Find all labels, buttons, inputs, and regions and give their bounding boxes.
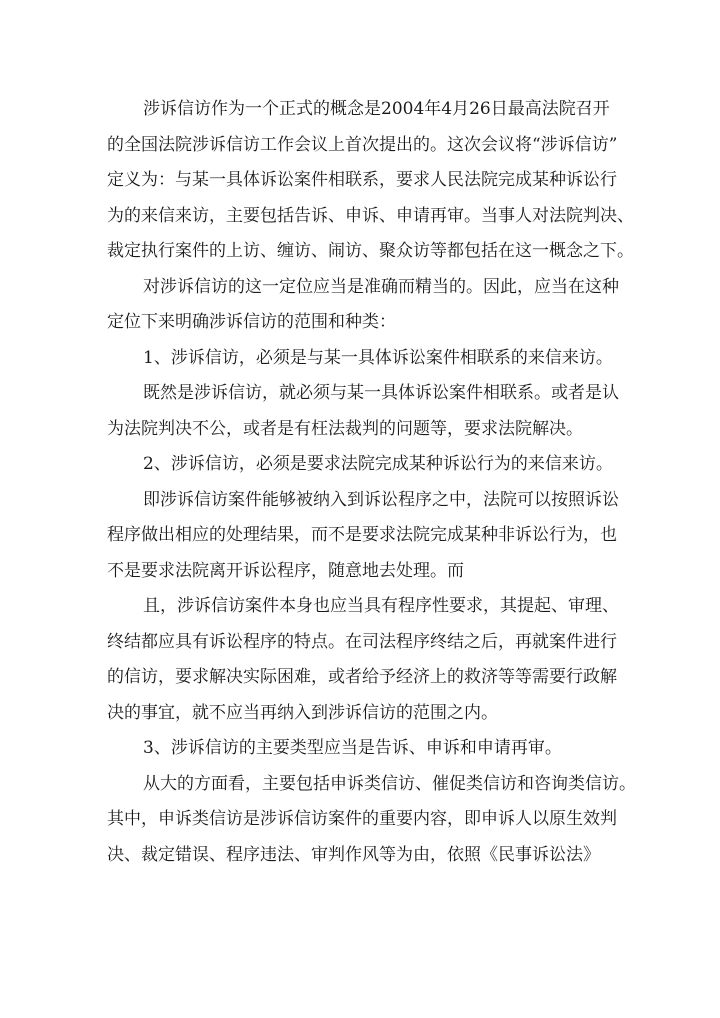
text-line: 终结都应具有诉讼程序的特点。在司法程序终结之后，再就案件进行 [107, 631, 617, 652]
text-line: 既然是涉诉信访，就必须与某一具体诉讼案件相联系。或者是认 [143, 383, 619, 403]
text-line: 1、涉诉信访，必须是与某一具体诉讼案件相联系的来信来访。 [143, 347, 613, 368]
text-line: 决的事宜，就不应当再纳入到涉诉信访的范围之内。 [107, 702, 498, 723]
text-line: 定义为：与某一具体诉讼案件相联系，要求人民法院完成某种诉讼行 [107, 170, 617, 190]
text-line: 为的来信来访，主要包括告诉、申诉、申请再审。当事人对法院判决、 [107, 205, 634, 226]
text-line: 对涉诉信访的这一定位应当是准确而精当的。因此，应当在这种 [143, 276, 619, 297]
text-line: 不是要求法院离开诉讼程序，随意地去处理。而 [107, 560, 464, 581]
text-line: 3、涉诉信访的主要类型应当是告诉、申诉和申请再审。 [143, 738, 562, 758]
text-line: 涉诉信访作为一个正式的概念是2004年4月26日最高法院召开 [143, 99, 610, 119]
text-line: 其中，申诉类信访是涉诉信访案件的重要内容，即申诉人以原生效判 [107, 809, 617, 829]
text-line: 为法院判决不公，或者是有枉法裁判的问题等，要求法院解决。 [107, 418, 583, 439]
text-line: 且，涉诉信访案件本身也应当具有程序性要求，其提起、审理、 [143, 596, 619, 616]
text-line: 的全国法院涉诉信访工作会议上首次提出的。这次会议将“涉诉信访” [107, 134, 618, 155]
text-line: 决、裁定错误、程序违法、审判作风等为由，依照《民事诉讼法》 [107, 844, 600, 865]
text-line: 定位下来明确涉诉信访的范围和种类： [107, 312, 396, 332]
text-line: 裁定执行案件的上访、缠访、闹访、聚众访等都包括在这一概念之下。 [107, 241, 634, 261]
text-line: 程序做出相应的处理结果，而不是要求法院完成某种非诉讼行为，也 [107, 525, 617, 545]
document-body [107, 92, 636, 873]
text-line: 2、涉诉信访，必须是要求法院完成某种诉讼行为的来信来访。 [143, 454, 613, 474]
text-line: 从大的方面看，主要包括申诉类信访、催促类信访和咨询类信访。 [143, 773, 636, 794]
text-line: 即涉诉信访案件能够被纳入到诉讼程序之中，法院可以按照诉讼 [143, 489, 619, 510]
text-line: 的信访，要求解决实际困难，或者给予经济上的救济等等需要行政解 [107, 667, 617, 687]
